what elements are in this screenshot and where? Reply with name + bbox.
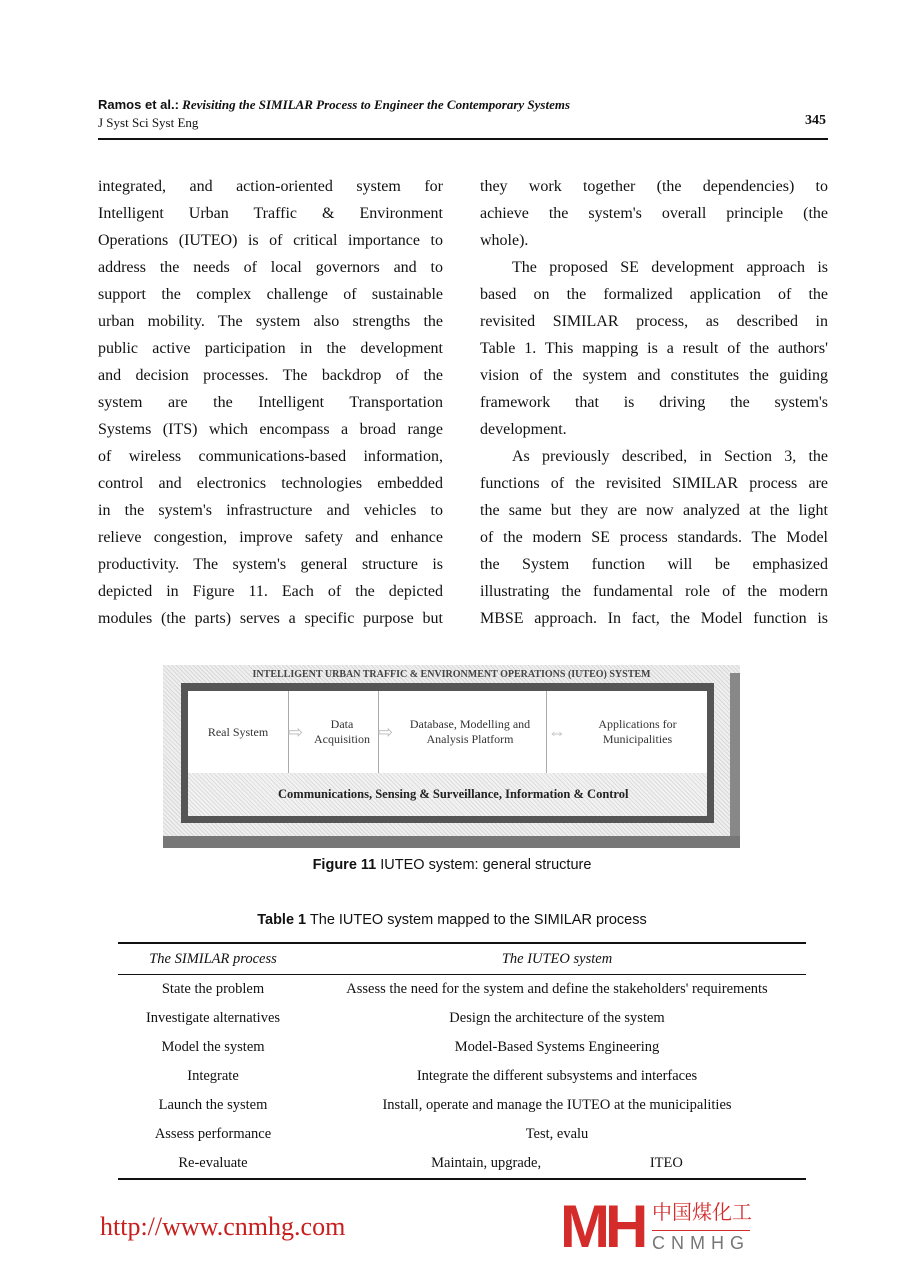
- figure-frame: [181, 683, 714, 823]
- text-line: of the modern SE process standards. The Model: [480, 529, 828, 546]
- logo-cn: 中国煤化工: [652, 1200, 752, 1224]
- text-line: integrated, and action-oriented system for: [98, 178, 443, 195]
- table-header: [118, 944, 806, 975]
- text-line: system are the Intelligent Transportation: [98, 394, 443, 411]
- text-line: Table 1. This mapping is a result of the authors': [480, 340, 828, 357]
- text-line: productivity. The system's general structure is: [98, 556, 443, 573]
- table-cell: Assess performance: [154, 1126, 272, 1142]
- text-line: they work together (the dependencies) to: [480, 178, 828, 195]
- left-column: [98, 173, 443, 632]
- figure-shadow: [163, 836, 740, 848]
- watermark-logo: [560, 1193, 800, 1260]
- logo-mark: MH: [560, 1193, 644, 1260]
- text-line: revisited SIMILAR process, as described in: [480, 313, 828, 330]
- box-database: Database, Modelling and Analysis Platform: [394, 691, 547, 773]
- box-applications: Applications for Municipalities: [598, 717, 677, 746]
- table-cell: Model-Based Systems Engineering: [454, 1039, 660, 1055]
- text-line: As previously described, in Section 3, the: [512, 448, 828, 465]
- table-cell: State the problem: [161, 981, 265, 997]
- journal-name: J Syst Sci Syst Eng: [98, 115, 199, 130]
- box-real-system: Real System: [188, 691, 289, 773]
- table-cell: Integrate the different subsystems and interfaces: [416, 1068, 698, 1084]
- figure-11: [163, 665, 740, 848]
- column-header: The IUTEO system: [501, 950, 613, 967]
- table-row: [118, 1033, 806, 1062]
- running-header: [98, 97, 570, 113]
- arrow-right-icon: ⇨: [288, 722, 304, 742]
- table-caption-text: The IUTEO system mapped to the SIMILAR process: [306, 912, 647, 928]
- text-line: Operations (IUTEO) is of critical importance to: [98, 232, 443, 249]
- table-cell: Model the system: [161, 1039, 265, 1055]
- text-line: modules (the parts) serves a specific purpose but: [98, 610, 443, 627]
- figure-title: INTELLIGENT URBAN TRAFFIC & ENVIRONMENT OPERATIONS (IUTEO) SYSTEM: [252, 669, 651, 680]
- figure-caption-text: IUTEO system: general structure: [376, 857, 592, 873]
- table-cell: Launch the system: [158, 1097, 268, 1113]
- text-line: of wireless communications-based information,: [98, 448, 443, 465]
- table-row: [118, 1120, 806, 1149]
- text-line: address the needs of local governors and to: [98, 259, 443, 276]
- arrow-both-icon: ⇔: [548, 722, 566, 742]
- table-row: [118, 1004, 806, 1033]
- right-column: [480, 173, 828, 632]
- table-cell: Install, operate and manage the IUTEO at the municipalities: [382, 1097, 732, 1113]
- text-line: depicted in Figure 11. Each of the depicted: [98, 583, 443, 600]
- table-cell: Design the architecture of the system: [449, 1010, 665, 1026]
- table-row: [118, 1091, 806, 1120]
- text-line: framework that is driving the system's: [480, 394, 828, 411]
- text-line: control and electronics technologies embedded: [98, 475, 443, 492]
- communications-label: Communications, Sensing & Surveillance, Information & Control: [278, 787, 629, 801]
- header-rule: [98, 138, 828, 140]
- page-number: 345: [805, 113, 826, 128]
- table-row: [118, 975, 806, 1004]
- text-line: Systems (ITS) which encompass a broad range: [98, 421, 443, 438]
- table-caption: [0, 912, 904, 928]
- text-line: urban mobility. The system also strengths the: [98, 313, 443, 330]
- paper-title: Revisiting the SIMILAR Process to Engineer the Contemporary Systems: [182, 97, 571, 112]
- text-line: The proposed SE development approach is: [512, 259, 828, 276]
- table-label: Table 1: [257, 912, 307, 928]
- arrow-right-icon: ⇨: [378, 722, 394, 742]
- text-line: based on the formalized application of the: [480, 286, 828, 303]
- figure-caption: [0, 857, 904, 873]
- box-data-acquisition: Data Acquisition: [306, 691, 379, 773]
- text-line: the System function will be emphasized: [480, 556, 828, 573]
- table-row: [118, 1149, 806, 1178]
- authors: Ramos et al.:: [98, 97, 179, 112]
- text-line: vision of the system and constitutes the guiding: [480, 367, 828, 384]
- text-line: illustrating the fundamental role of the modern: [480, 583, 828, 600]
- table-cell: Integrate: [187, 1068, 239, 1084]
- text-line: relieve congestion, improve safety and enhance: [98, 529, 443, 546]
- text-line: whole).: [480, 232, 529, 249]
- communications-bar: [188, 773, 707, 816]
- text-line: development.: [480, 421, 567, 438]
- text-line: Intelligent Urban Traffic & Environment: [98, 205, 443, 222]
- text-line: achieve the system's overall principle (the: [480, 205, 828, 222]
- text-line: MBSE approach. In fact, the Model function is: [480, 610, 828, 627]
- table-cell: Maintain, upgrade, ITEO: [431, 1155, 683, 1171]
- text-line: the same but they are now analyzed at the light: [480, 502, 828, 519]
- table-1: [118, 942, 806, 1180]
- text-line: functions of the revisited SIMILAR process are: [480, 475, 828, 492]
- text-line: and decision processes. The backdrop of the: [98, 367, 443, 384]
- figure-shadow: [730, 673, 740, 848]
- watermark-url: http://www.cnmhg.com: [100, 1212, 346, 1241]
- column-header: The SIMILAR process: [149, 950, 277, 967]
- text-line: support the complex challenge of sustainable: [98, 286, 443, 303]
- figure-label: Figure 11: [312, 857, 377, 873]
- text-line: in the system's infrastructure and vehicles to: [98, 502, 443, 519]
- table-cell: Test, evalu: [525, 1126, 589, 1142]
- table-cell: Investigate alternatives: [145, 1010, 281, 1026]
- logo-en: CNMHG: [652, 1230, 750, 1255]
- table-row: [118, 1062, 806, 1091]
- table-cell: Re-evaluate: [178, 1155, 248, 1171]
- text-line: public active participation in the development: [98, 340, 443, 357]
- table-cell: Assess the need for the system and define the stakeholders' requirements: [346, 981, 768, 997]
